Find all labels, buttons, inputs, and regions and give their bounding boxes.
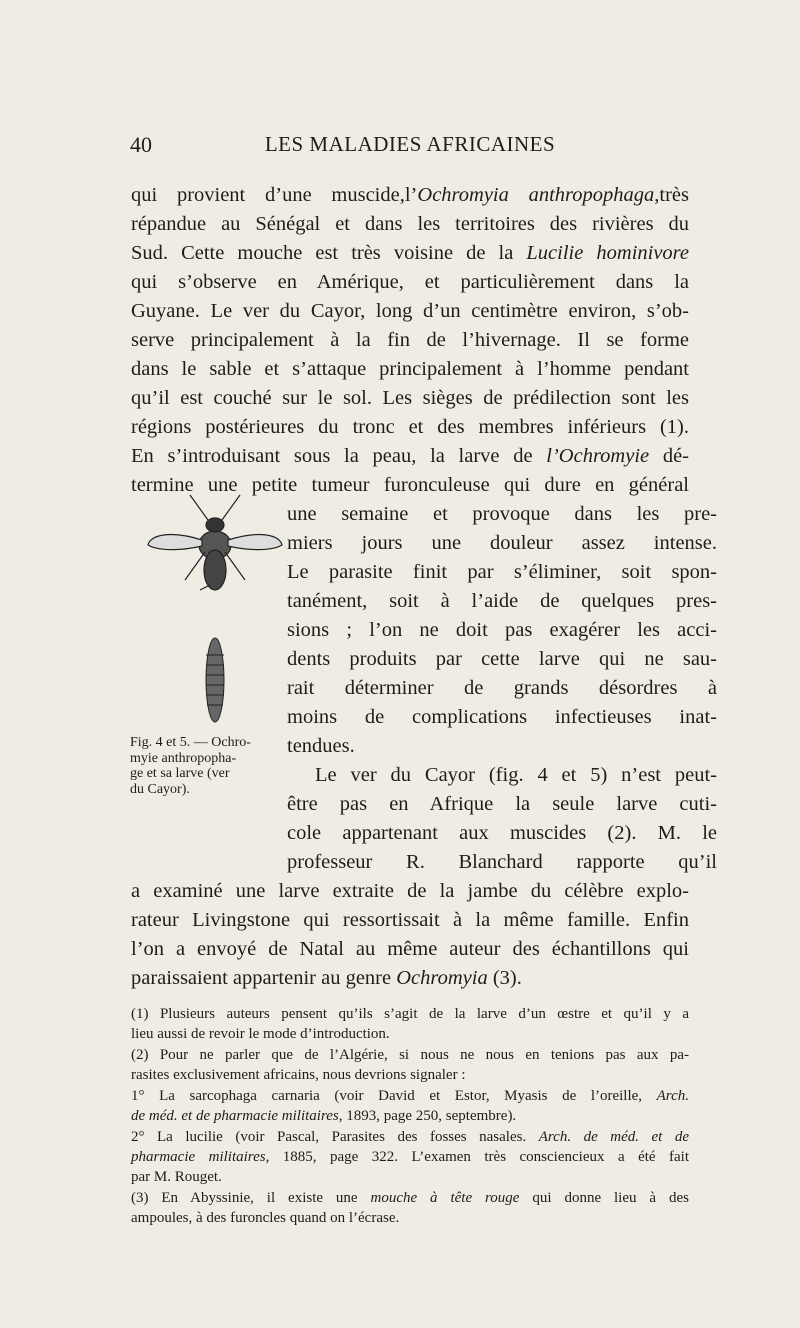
body-line: régions postérieures du tronc et des membres inférieurs (1). (131, 416, 689, 438)
body-line: serve principalement à la fin de l’hivernage. Il se forme (131, 329, 689, 351)
body-line: tanément, soit à l’aide de quelques pres- (287, 590, 717, 612)
body-line: Sud. Cette mouche est très voisine de la Lucilie hominivore (131, 242, 689, 264)
footnote-line: pharmacie militaires, 1885, page 322. L’examen très consciencieux a été fait (131, 1149, 690, 1165)
footnote-line: 2° La lucilie (voir Pascal, Parasites des fosses nasales. Arch. de méd. et de (131, 1129, 690, 1145)
fly-and-larva-illustration (140, 490, 290, 730)
body-line: termine une petite tumeur furonculeuse qui dure en général (131, 474, 689, 496)
body-line: qui s’observe en Amérique, et particulièrement dans la (131, 271, 689, 293)
body-line: cole appartenant aux muscides (2). M. le (287, 822, 717, 844)
body-line: rateur Livingstone qui ressortissait à la même famille. Enfin (131, 909, 689, 931)
body-line: dents produits par cette larve qui ne sau- (287, 648, 717, 670)
page-header (130, 132, 690, 162)
footnote-line: de méd. et de pharmacie militaires, 1893, page 250, septembre). (131, 1108, 517, 1124)
footnote-line: 1° La sarcophaga carnaria (voir David et Estor, Myasis de l’oreille, Arch. (131, 1088, 689, 1104)
body-line: sions ; l’on ne doit pas exagérer les acci- (287, 619, 717, 641)
body-line: répandue au Sénégal et dans les territoires des rivières du (131, 213, 689, 235)
body-line: dans le sable et s’attaque principalement à l’homme pendant (131, 358, 689, 380)
footnote-line: (2) Pour ne parler que de l’Algérie, si nous ne nous en tenions pas aux pa- (131, 1047, 689, 1063)
figure-caption (130, 735, 280, 797)
running-title: LES MALADIES AFRICAINES (264, 132, 556, 156)
footnote-line: (3) En Abyssinie, il existe une mouche à tête rouge qui donne lieu à des (131, 1190, 689, 1206)
page-number: 40 (130, 132, 152, 157)
caption-line: du Cayor). (130, 781, 190, 797)
footnote-line: par M. Rouget. (131, 1169, 222, 1185)
body-line: qui provient d’une muscide,l’Ochromyia anthropophaga,très (131, 184, 689, 206)
body-line: être pas en Afrique la seule larve cuti- (287, 793, 717, 815)
body-line: une semaine et provoque dans les pre- (287, 503, 717, 525)
body-line: rait déterminer de grands désordres à (287, 677, 717, 699)
body-line: Guyane. Le ver du Cayor, long d’un centimètre environ, s’ob- (131, 300, 689, 322)
caption-line: myie anthropopha- (130, 750, 237, 766)
body-line: miers jours une douleur assez intense. (287, 532, 717, 554)
body-line: Le parasite finit par s’éliminer, soit spon- (287, 561, 717, 583)
footnote-line: (1) Plusieurs auteurs pensent qu’ils s’agit de la larve d’un œstre et qu’il y a (131, 1006, 689, 1022)
body-line: qu’il est couché sur le sol. Les sièges de prédilection sont les (131, 387, 689, 409)
footnote-line: ampoules, à des furoncles quand on l’écrase. (131, 1210, 400, 1226)
footnote-line: lieu aussi de revoir le mode d’introduction. (131, 1026, 390, 1042)
fly-drawing (148, 495, 282, 590)
body-line: paraissaient appartenir au genre Ochromyia (3). (131, 967, 522, 989)
body-line: tendues. (287, 735, 355, 757)
body-line: professeur R. Blanchard rapporte qu’il (287, 851, 717, 873)
body-line: Le ver du Cayor (fig. 4 et 5) n’est peut- (315, 764, 717, 786)
body-line: En s’introduisant sous la peau, la larve de l’Ochromyie dé- (131, 445, 689, 467)
body-line: moins de complications infectieuses inat- (287, 706, 717, 728)
caption-line: Fig. 4 et 5. — Ochro- (130, 735, 251, 750)
larva-drawing (206, 638, 224, 722)
body-line: l’on a envoyé de Natal au même auteur des échantillons qui (131, 938, 689, 960)
caption-line: ge et sa larve (ver (130, 766, 230, 781)
body-line: a examiné une larve extraite de la jambe du célèbre explo- (131, 880, 689, 902)
footnote-line: rasites exclusivement africains, nous devrions signaler : (131, 1067, 466, 1083)
